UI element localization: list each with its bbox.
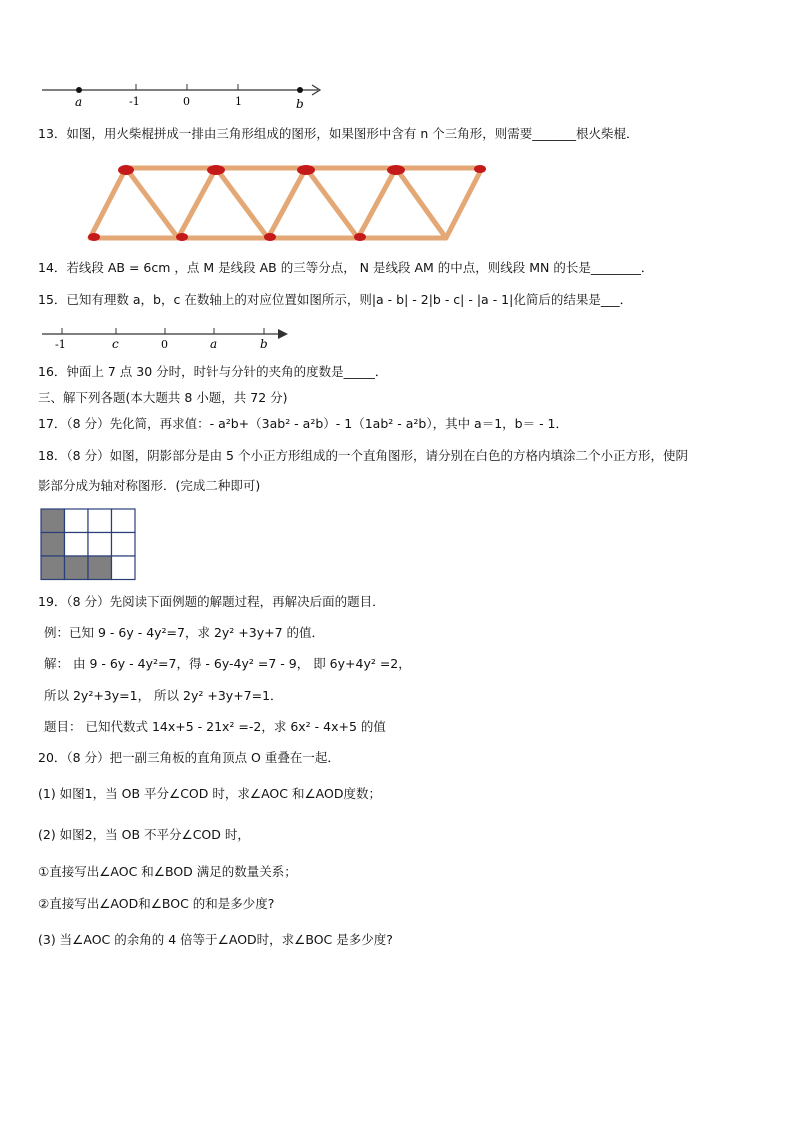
label-c: c [112,337,119,351]
shaded-grid-figure [40,508,138,582]
question-16: 16．钟面上 7 点 30 分时，时针与分针的夹角的度数是_____． [38,364,388,379]
grid-cell-empty [65,533,89,557]
question-14: 14．若线段 AB = 6cm ，点 M 是线段 AB 的三等分点， N 是线段 AM 的中点，则线段 MN 的长是________． [38,260,654,275]
question-20-sub-2: ②直接写出∠AOD和∠BOC 的和是多少度? [38,896,275,911]
question-20-part-1: (1) 如图1，当 OB 平分∠COD 时，求∠AOC 和∠AOD度数； [38,786,381,801]
question-19-solution: 解： 由 9 - 6y - 4y²=7，得 - 6y-4y² =7 - 9， 即 6y+4y² =2， [44,656,411,671]
question-20-intro: 20．（8 分）把一副三角板的直角顶点 O 重叠在一起． [38,750,340,765]
label-minus-one: -1 [129,95,140,108]
grid-cell-empty [112,533,136,557]
grid-cell-shaded [41,556,65,580]
question-13: 13．如图，用火柴棍拼成一排由三角形组成的图形，如果图形中含有 n 个三角形，则需要_______根火柴棍． [38,126,639,141]
grid-cell-shaded [65,556,89,580]
grid-cell-empty [88,509,112,533]
question-18-line-1: 18．（8 分）如图，阴影部分是由 5 个小正方形组成的一个直角图形，请分别在白色的方格内填涂二个小正方形，使阴 [38,448,688,463]
question-19-intro: 19．（8 分）先阅读下面例题的解题过程，再解决后面的题目． [38,594,385,609]
grid-cell-empty [112,509,136,533]
grid-cell-shaded [41,509,65,533]
label-b: b [260,337,268,351]
label-zero: 0 [183,95,190,108]
grid-cell-shaded [41,533,65,557]
label-a: a [210,337,218,351]
question-20-part-3: (3) 当∠AOC 的余角的 4 倍等于∠AOD时，求∠BOC 是多少度? [38,932,393,947]
grid-cell-empty [65,509,89,533]
grid-cell-shaded [88,556,112,580]
label-one: 1 [235,95,242,108]
label-minus-one: -1 [55,338,66,351]
question-20-sub-1: ①直接写出∠AOC 和∠BOD 满足的数量关系； [38,864,297,879]
question-19-example: 例：已知 9 - 6y - 4y²=7，求 2y² +3y+7 的值． [44,625,325,640]
label-a: a [75,95,83,109]
question-17: 17．（8 分）先化简，再求值：- a²b+（3ab² - a²b）- 1（1ab² - a²b），其中 a＝1，b＝ - 1． [38,416,569,431]
section-heading: 三、解下列各题(本大题共 8 小题，共 72 分) [38,390,288,405]
matchstick-triangles-figure [82,160,492,246]
question-19-problem: 题目： 已知代数式 14x+5 - 21x² =-2，求 6x² - 4x+5 的值 [44,719,386,734]
grid-cell-empty [88,533,112,557]
question-15: 15．已知有理数 a，b，c 在数轴上的对应位置如图所示，则|a - b| - 2|b - c| - |a - 1|化简后的结果是___． [38,292,633,307]
number-line-top [38,80,328,112]
question-20-part-2: (2) 如图2，当 OB 不平分∠COD 时， [38,827,250,842]
question-18-line-2: 影部分成为轴对称图形．(完成二种即可) [38,478,261,493]
label-b: b [296,97,304,111]
grid-cell-empty [112,556,136,580]
question-19-therefore: 所以 2y²+3y=1， 所以 2y² +3y+7=1． [44,688,283,703]
label-zero: 0 [161,338,168,351]
number-line-q15 [38,324,298,352]
